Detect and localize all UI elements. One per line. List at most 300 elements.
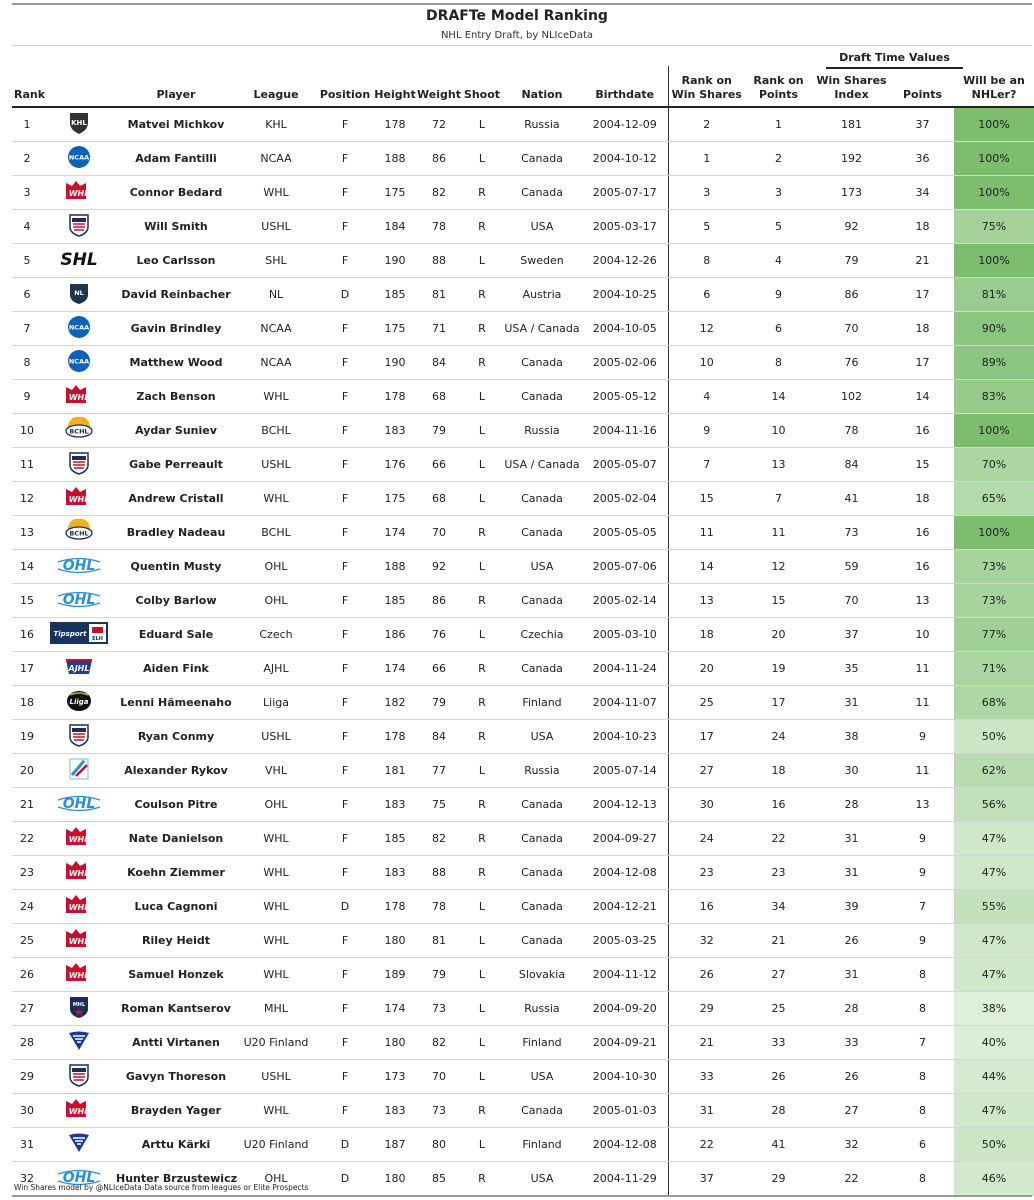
- win-shares-index-cell: 78: [812, 414, 891, 448]
- rank-points-cell: 25: [745, 992, 812, 1026]
- weight-cell: 88: [416, 244, 462, 278]
- win-shares-index-cell: 92: [812, 210, 891, 244]
- win-shares-index-cell: 39: [812, 890, 891, 924]
- shoot-cell: R: [462, 720, 502, 754]
- svg-text:WHL: WHL: [68, 495, 90, 504]
- rank-win-shares-cell: 11: [668, 516, 745, 550]
- nhl-probability-cell: 40%: [954, 1026, 1034, 1060]
- ajhl-logo-icon: [63, 655, 95, 682]
- table-row: [12, 107, 1034, 142]
- player-name-cell: Aydar Suniev: [116, 414, 236, 448]
- league-cell: OHL: [236, 1162, 316, 1196]
- rank-points-cell: 33: [745, 1026, 812, 1060]
- height-cell: 185: [374, 278, 416, 312]
- win-shares-index-cell: 33: [812, 1026, 891, 1060]
- rank-win-shares-cell: 1: [668, 142, 745, 176]
- weight-cell: 86: [416, 584, 462, 618]
- rank-cell: 26: [12, 958, 42, 992]
- rank-win-shares-cell: 14: [668, 550, 745, 584]
- table-row: [12, 414, 1034, 448]
- height-cell: 189: [374, 958, 416, 992]
- rank-cell: 20: [12, 754, 42, 788]
- birthdate-cell: 2004-09-21: [582, 1026, 668, 1060]
- nation-cell: Canada: [502, 788, 582, 822]
- weight-cell: 84: [416, 346, 462, 380]
- nation-cell: USA: [502, 210, 582, 244]
- nation-cell: Russia: [502, 992, 582, 1026]
- rank-win-shares-cell: 3: [668, 176, 745, 210]
- rank-cell: 8: [12, 346, 42, 380]
- nhl-probability-cell: 68%: [954, 686, 1034, 720]
- position-cell: D: [316, 278, 374, 312]
- league-logo-cell: [42, 550, 116, 584]
- points-cell: 21: [891, 244, 954, 278]
- col-header-player: Player: [116, 66, 236, 107]
- rank-win-shares-cell: 6: [668, 278, 745, 312]
- nhl-probability-cell: 89%: [954, 346, 1034, 380]
- win-shares-index-cell: 30: [812, 754, 891, 788]
- nation-cell: Canada: [502, 176, 582, 210]
- ncaa-logo-icon: [67, 349, 91, 376]
- player-name-cell: Riley Heidt: [116, 924, 236, 958]
- player-name-cell: Andrew Cristall: [116, 482, 236, 516]
- shoot-cell: R: [462, 652, 502, 686]
- position-cell: F: [316, 482, 374, 516]
- birthdate-cell: 2004-10-23: [582, 720, 668, 754]
- rank-cell: 4: [12, 210, 42, 244]
- points-cell: 11: [891, 754, 954, 788]
- rank-points-cell: 26: [745, 1060, 812, 1094]
- rank-points-cell: 21: [745, 924, 812, 958]
- table-row: [12, 210, 1034, 244]
- nation-cell: Canada: [502, 142, 582, 176]
- nhl-probability-cell: 50%: [954, 720, 1034, 754]
- height-cell: 173: [374, 1060, 416, 1094]
- nhl-probability-cell: 77%: [954, 618, 1034, 652]
- shoot-cell: L: [462, 890, 502, 924]
- league-logo-cell: [42, 210, 116, 244]
- birthdate-cell: 2005-02-06: [582, 346, 668, 380]
- height-cell: 175: [374, 482, 416, 516]
- points-cell: 16: [891, 516, 954, 550]
- table-row: [12, 822, 1034, 856]
- points-cell: 7: [891, 1026, 954, 1060]
- league-logo-cell: [42, 380, 116, 414]
- birthdate-cell: 2004-10-30: [582, 1060, 668, 1094]
- league-cell: U20 Finland: [236, 1026, 316, 1060]
- shoot-cell: L: [462, 448, 502, 482]
- nation-cell: USA: [502, 720, 582, 754]
- birthdate-cell: 2004-11-24: [582, 652, 668, 686]
- rank-win-shares-cell: 10: [668, 346, 745, 380]
- rank-points-cell: 20: [745, 618, 812, 652]
- nation-cell: Sweden: [502, 244, 582, 278]
- weight-cell: 81: [416, 278, 462, 312]
- height-cell: 178: [374, 720, 416, 754]
- svg-text:WHL: WHL: [68, 189, 90, 198]
- league-cell: MHL: [236, 992, 316, 1026]
- player-name-cell: Adam Fantilli: [116, 142, 236, 176]
- position-cell: F: [316, 822, 374, 856]
- birthdate-cell: 2004-09-27: [582, 822, 668, 856]
- win-shares-index-cell: 37: [812, 618, 891, 652]
- svg-text:AJHL: AJHL: [68, 664, 90, 673]
- svg-text:Liiga: Liiga: [69, 698, 89, 706]
- league-cell: BCHL: [236, 516, 316, 550]
- league-logo-cell: [42, 686, 116, 720]
- league-logo-cell: [42, 822, 116, 856]
- birthdate-cell: 2005-02-14: [582, 584, 668, 618]
- nation-cell: USA: [502, 1162, 582, 1196]
- position-cell: D: [316, 1128, 374, 1162]
- points-cell: 7: [891, 890, 954, 924]
- table-row: [12, 516, 1034, 550]
- shoot-cell: R: [462, 176, 502, 210]
- rank-points-cell: 11: [745, 516, 812, 550]
- birthdate-cell: 2005-07-17: [582, 176, 668, 210]
- birthdate-cell: 2004-12-09: [582, 107, 668, 142]
- rank-points-cell: 2: [745, 142, 812, 176]
- height-cell: 176: [374, 448, 416, 482]
- position-cell: F: [316, 1026, 374, 1060]
- nhl-probability-cell: 38%: [954, 992, 1034, 1026]
- league-logo-cell: [42, 176, 116, 210]
- win-shares-index-cell: 102: [812, 380, 891, 414]
- league-cell: OHL: [236, 550, 316, 584]
- points-cell: 8: [891, 1162, 954, 1196]
- nhl-probability-cell: 65%: [954, 482, 1034, 516]
- rank-win-shares-cell: 20: [668, 652, 745, 686]
- rank-cell: 10: [12, 414, 42, 448]
- whl-logo-icon: [64, 485, 94, 512]
- svg-text:ELH: ELH: [92, 636, 103, 642]
- nation-cell: Canada: [502, 856, 582, 890]
- draft-time-values-group-header: Draft Time Values: [826, 51, 963, 69]
- win-shares-index-cell: 28: [812, 992, 891, 1026]
- ohl-logo-icon: [55, 554, 103, 579]
- player-name-cell: Lenni Hämeenaho: [116, 686, 236, 720]
- position-cell: F: [316, 380, 374, 414]
- nhl-probability-cell: 55%: [954, 890, 1034, 924]
- rank-points-cell: 22: [745, 822, 812, 856]
- rank-points-cell: 10: [745, 414, 812, 448]
- points-cell: 8: [891, 958, 954, 992]
- shoot-cell: L: [462, 618, 502, 652]
- table-row: [12, 618, 1034, 652]
- birthdate-cell: 2005-03-10: [582, 618, 668, 652]
- height-cell: 174: [374, 652, 416, 686]
- svg-text:OHL: OHL: [62, 1170, 96, 1186]
- rank-points-cell: 3: [745, 176, 812, 210]
- rank-win-shares-cell: 16: [668, 890, 745, 924]
- shoot-cell: L: [462, 992, 502, 1026]
- col-header-shoot: Shoot: [462, 66, 502, 107]
- league-logo-cell: [42, 448, 116, 482]
- rank-win-shares-cell: 17: [668, 720, 745, 754]
- position-cell: F: [316, 1060, 374, 1094]
- svg-text:BCHL: BCHL: [69, 529, 89, 538]
- player-name-cell: Matthew Wood: [116, 346, 236, 380]
- player-name-cell: Gavin Brindley: [116, 312, 236, 346]
- u20-finland-logo-icon: [67, 1132, 91, 1157]
- position-cell: F: [316, 720, 374, 754]
- birthdate-cell: 2005-03-25: [582, 924, 668, 958]
- ushl-logo-icon: [68, 213, 90, 240]
- bchl-logo-icon: [64, 417, 94, 444]
- position-cell: F: [316, 652, 374, 686]
- weight-cell: 79: [416, 686, 462, 720]
- points-cell: 8: [891, 992, 954, 1026]
- shoot-cell: L: [462, 754, 502, 788]
- nation-cell: Canada: [502, 924, 582, 958]
- league-logo-cell: [42, 142, 116, 176]
- height-cell: 174: [374, 516, 416, 550]
- nhl-probability-cell: 73%: [954, 584, 1034, 618]
- nation-cell: Canada: [502, 516, 582, 550]
- rank-cell: 30: [12, 1094, 42, 1128]
- height-cell: 187: [374, 1128, 416, 1162]
- shoot-cell: R: [462, 856, 502, 890]
- nhl-probability-cell: 100%: [954, 244, 1034, 278]
- win-shares-index-cell: 22: [812, 1162, 891, 1196]
- league-cell: VHL: [236, 754, 316, 788]
- nhl-probability-cell: 83%: [954, 380, 1034, 414]
- league-cell: WHL: [236, 958, 316, 992]
- points-cell: 10: [891, 618, 954, 652]
- rank-points-cell: 41: [745, 1128, 812, 1162]
- nhl-probability-cell: 46%: [954, 1162, 1034, 1196]
- league-cell: AJHL: [236, 652, 316, 686]
- ohl-logo-icon: [55, 588, 103, 613]
- subtitle-rule: [12, 45, 1032, 46]
- rank-points-cell: 34: [745, 890, 812, 924]
- birthdate-cell: 2004-12-13: [582, 788, 668, 822]
- rank-win-shares-cell: 15: [668, 482, 745, 516]
- shoot-cell: R: [462, 584, 502, 618]
- rank-points-cell: 19: [745, 652, 812, 686]
- win-shares-index-cell: 70: [812, 312, 891, 346]
- nation-cell: Canada: [502, 482, 582, 516]
- height-cell: 190: [374, 346, 416, 380]
- rank-points-cell: 16: [745, 788, 812, 822]
- league-logo-cell: [42, 482, 116, 516]
- nation-cell: Canada: [502, 584, 582, 618]
- player-name-cell: Nate Danielson: [116, 822, 236, 856]
- rank-cell: 23: [12, 856, 42, 890]
- league-cell: NCAA: [236, 346, 316, 380]
- league-cell: NL: [236, 278, 316, 312]
- table-row: [12, 1128, 1034, 1162]
- league-cell: USHL: [236, 210, 316, 244]
- col-header-rank-points: [745, 66, 812, 107]
- col-header-rank-pts-line2: Points: [758, 87, 799, 101]
- rank-win-shares-cell: 12: [668, 312, 745, 346]
- rank-cell: 3: [12, 176, 42, 210]
- player-name-cell: Roman Kantserov: [116, 992, 236, 1026]
- rank-points-cell: 6: [745, 312, 812, 346]
- league-cell: KHL: [236, 107, 316, 142]
- shoot-cell: R: [462, 686, 502, 720]
- table-row: [12, 550, 1034, 584]
- nhl-probability-cell: 56%: [954, 788, 1034, 822]
- svg-text:WHL: WHL: [68, 903, 90, 912]
- player-name-cell: Zach Benson: [116, 380, 236, 414]
- shoot-cell: L: [462, 924, 502, 958]
- col-header-logo: [42, 66, 116, 107]
- league-cell: WHL: [236, 176, 316, 210]
- league-cell: WHL: [236, 380, 316, 414]
- position-cell: D: [316, 1162, 374, 1196]
- position-cell: F: [316, 210, 374, 244]
- birthdate-cell: 2004-09-20: [582, 992, 668, 1026]
- ushl-logo-icon: [68, 1063, 90, 1090]
- table-row: [12, 142, 1034, 176]
- player-name-cell: Samuel Honzek: [116, 958, 236, 992]
- rank-points-cell: 29: [745, 1162, 812, 1196]
- weight-cell: 75: [416, 788, 462, 822]
- ncaa-logo-icon: [67, 315, 91, 342]
- height-cell: 183: [374, 856, 416, 890]
- win-shares-index-cell: 76: [812, 346, 891, 380]
- league-cell: NCAA: [236, 142, 316, 176]
- position-cell: F: [316, 448, 374, 482]
- player-name-cell: Luca Cagnoni: [116, 890, 236, 924]
- win-shares-index-cell: 86: [812, 278, 891, 312]
- birthdate-cell: 2004-12-26: [582, 244, 668, 278]
- shoot-cell: R: [462, 1094, 502, 1128]
- rank-win-shares-cell: 30: [668, 788, 745, 822]
- table-row: [12, 1026, 1034, 1060]
- points-cell: 18: [891, 312, 954, 346]
- table-row: [12, 686, 1034, 720]
- table-row: [12, 958, 1034, 992]
- weight-cell: 79: [416, 958, 462, 992]
- mhl-logo-icon: [68, 995, 90, 1022]
- win-shares-index-cell: 27: [812, 1094, 891, 1128]
- shoot-cell: R: [462, 822, 502, 856]
- nhl-probability-cell: 47%: [954, 924, 1034, 958]
- nhl-probability-cell: 70%: [954, 448, 1034, 482]
- height-cell: 178: [374, 890, 416, 924]
- win-shares-index-cell: 31: [812, 822, 891, 856]
- birthdate-cell: 2005-05-12: [582, 380, 668, 414]
- rank-points-cell: 1: [745, 107, 812, 142]
- height-cell: 180: [374, 924, 416, 958]
- birthdate-cell: 2004-11-07: [582, 686, 668, 720]
- league-logo-cell: [42, 652, 116, 686]
- height-cell: 183: [374, 414, 416, 448]
- player-name-cell: Brayden Yager: [116, 1094, 236, 1128]
- position-cell: F: [316, 584, 374, 618]
- rank-cell: 32: [12, 1162, 42, 1196]
- rank-points-cell: 13: [745, 448, 812, 482]
- nation-cell: Canada: [502, 380, 582, 414]
- points-cell: 37: [891, 107, 954, 142]
- bottom-rule: [12, 1195, 1032, 1197]
- table-row: [12, 312, 1034, 346]
- rank-win-shares-cell: 13: [668, 584, 745, 618]
- birthdate-cell: 2005-02-04: [582, 482, 668, 516]
- shoot-cell: L: [462, 380, 502, 414]
- rank-cell: 16: [12, 618, 42, 652]
- table-row: [12, 652, 1034, 686]
- birthdate-cell: 2004-12-08: [582, 856, 668, 890]
- whl-logo-icon: [64, 961, 94, 988]
- rank-points-cell: 7: [745, 482, 812, 516]
- nhl-probability-cell: 100%: [954, 142, 1034, 176]
- points-cell: 15: [891, 448, 954, 482]
- win-shares-index-cell: 38: [812, 720, 891, 754]
- win-shares-index-cell: 41: [812, 482, 891, 516]
- svg-text:WHL: WHL: [68, 393, 90, 402]
- league-cell: U20 Finland: [236, 1128, 316, 1162]
- nhl-probability-cell: 100%: [954, 414, 1034, 448]
- svg-text:WHL: WHL: [68, 971, 90, 980]
- player-name-cell: Arttu Kärki: [116, 1128, 236, 1162]
- height-cell: 183: [374, 1094, 416, 1128]
- league-logo-cell: [42, 584, 116, 618]
- table-row: [12, 890, 1034, 924]
- rank-points-cell: 14: [745, 380, 812, 414]
- position-cell: F: [316, 856, 374, 890]
- nation-cell: USA / Canada: [502, 312, 582, 346]
- position-cell: F: [316, 924, 374, 958]
- birthdate-cell: 2004-10-12: [582, 142, 668, 176]
- points-cell: 8: [891, 1094, 954, 1128]
- shoot-cell: L: [462, 550, 502, 584]
- nhl-probability-cell: 44%: [954, 1060, 1034, 1094]
- player-name-cell: Connor Bedard: [116, 176, 236, 210]
- position-cell: F: [316, 312, 374, 346]
- col-header-rank-win-shares: [668, 66, 745, 107]
- shoot-cell: R: [462, 516, 502, 550]
- shoot-cell: L: [462, 1060, 502, 1094]
- player-name-cell: Gabe Perreault: [116, 448, 236, 482]
- svg-text:WHL: WHL: [68, 835, 90, 844]
- league-logo-cell: [42, 414, 116, 448]
- points-cell: 6: [891, 1128, 954, 1162]
- weight-cell: 78: [416, 890, 462, 924]
- weight-cell: 85: [416, 1162, 462, 1196]
- shoot-cell: L: [462, 107, 502, 142]
- table-row: [12, 448, 1034, 482]
- nation-cell: Canada: [502, 652, 582, 686]
- table-row: [12, 278, 1034, 312]
- svg-text:WHL: WHL: [68, 1107, 90, 1116]
- player-name-cell: Gavyn Thoreson: [116, 1060, 236, 1094]
- birthdate-cell: 2004-10-25: [582, 278, 668, 312]
- rank-points-cell: 4: [745, 244, 812, 278]
- league-logo-cell: [42, 924, 116, 958]
- col-header-rank-ws-line1: Rank on: [681, 74, 732, 87]
- win-shares-index-cell: 26: [812, 1060, 891, 1094]
- ncaa-logo-icon: [67, 145, 91, 172]
- weight-cell: 72: [416, 107, 462, 142]
- player-name-cell: Eduard Sale: [116, 618, 236, 652]
- rank-win-shares-cell: 25: [668, 686, 745, 720]
- nation-cell: Finland: [502, 1128, 582, 1162]
- shoot-cell: R: [462, 210, 502, 244]
- birthdate-cell: 2005-05-05: [582, 516, 668, 550]
- league-cell: Liiga: [236, 686, 316, 720]
- col-header-nation: Nation: [502, 66, 582, 107]
- birthdate-cell: 2004-11-29: [582, 1162, 668, 1196]
- rank-points-cell: 15: [745, 584, 812, 618]
- shoot-cell: R: [462, 278, 502, 312]
- points-cell: 18: [891, 210, 954, 244]
- rank-points-cell: 18: [745, 754, 812, 788]
- win-shares-index-cell: 35: [812, 652, 891, 686]
